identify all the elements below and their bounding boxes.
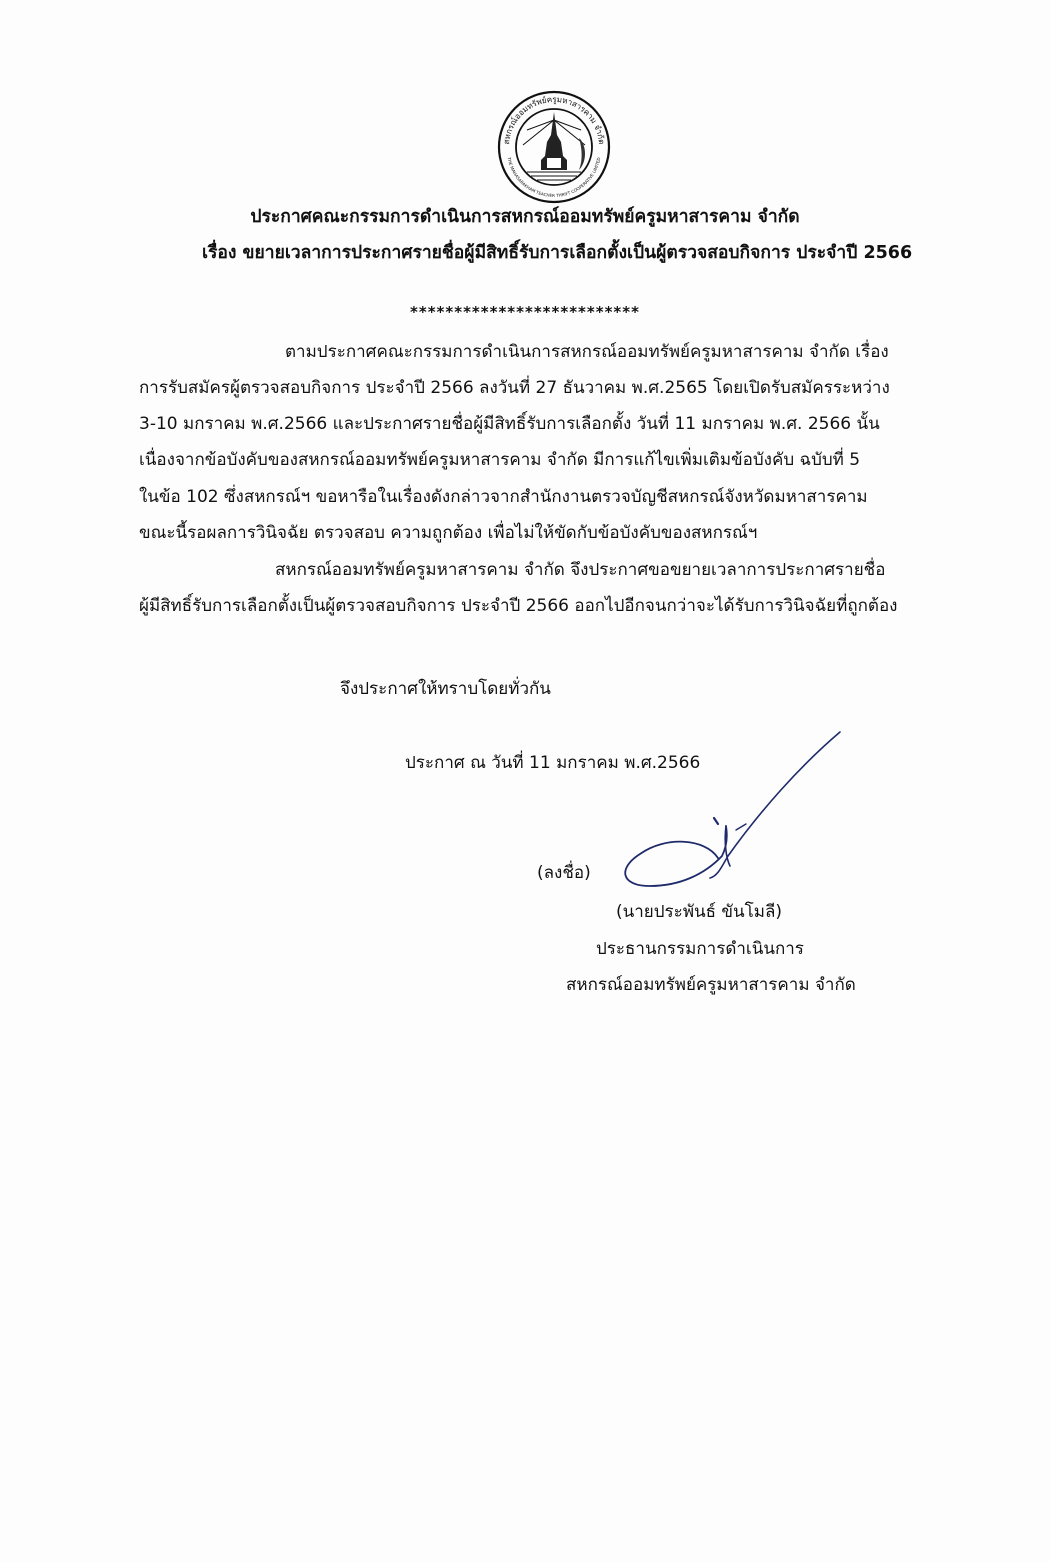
signatory-organization: สหกรณ์ออมทรัพย์ครูมหาสารคาม จำกัด <box>566 975 856 995</box>
announcement-title: ประกาศคณะกรรมการดำเนินการสหกรณ์ออมทรัพย์ครูมหาสารคาม จำกัด <box>250 207 800 227</box>
closing-statement: จึงประกาศให้ทราบโดยทั่วกัน <box>340 679 551 699</box>
separator-stars: ************************** <box>410 303 640 321</box>
announcement-subject: เรื่อง ขยายเวลาการประกาศรายชื่อผู้มีสิทธิ์รับการเลือกตั้งเป็นผู้ตรวจสอบกิจการ ประจำปี 2566 <box>202 243 913 263</box>
announcement-date: ประกาศ ณ วันที่ 11 มกราคม พ.ศ.2566 <box>405 753 701 773</box>
body-line-6: ขณะนี้รอผลการวินิจฉัย ตรวจสอบ ความถูกต้อง เพื่อไม่ให้ขัดกับข้อบังคับของสหกรณ์ฯ <box>139 523 758 543</box>
cooperative-seal-logo <box>487 90 621 204</box>
signatory-position: ประธานกรรมการดำเนินการ <box>596 939 804 959</box>
signatory-name: (นายประพันธ์ ขันโมลี) <box>616 902 783 922</box>
body-line-5: ในข้อ 102 ซึ่งสหกรณ์ฯ ขอหารือในเรื่องดังกล่าวจากสำนักงานตรวจบัญชีสหกรณ์จังหวัดมหาสารคาม <box>139 487 868 507</box>
body-line-3: 3-10 มกราคม พ.ศ.2566 และประกาศรายชื่อผู้มีสิทธิ์รับการเลือกตั้ง วันที่ 11 มกราคม พ.ศ. 2566 นั้น <box>139 414 880 434</box>
body-line-8: ผู้มีสิทธิ์รับการเลือกตั้งเป็นผู้ตรวจสอบกิจการ ประจำปี 2566 ออกไปอีกจนกว่าจะได้รับการวินิจฉัยที่ถูกต้อง <box>139 596 898 616</box>
svg-text:THE MAHASARAKHAM TEACHER THRIF: THE MAHASARAKHAM TEACHER THRIFT COOPERATIVE LIMITED <box>506 156 602 199</box>
body-line-7: สหกรณ์ออมทรัพย์ครูมหาสารคาม จำกัด จึงประกาศขอขยายเวลาการประกาศรายชื่อ <box>275 560 886 580</box>
svg-text:สหกรณ์ออมทรัพย์ครูมหาสารคาม จำ: สหกรณ์ออมทรัพย์ครูมหาสารคาม จำกัด <box>502 94 606 145</box>
body-line-2: การรับสมัครผู้ตรวจสอบกิจการ ประจำปี 2566 ลงวันที่ 27 ธันวาคม พ.ศ.2565 โดยเปิดรับสมัครระหว่าง <box>139 378 890 398</box>
body-line-1: ตามประกาศคณะกรรมการดำเนินการสหกรณ์ออมทรัพย์ครูมหาสารคาม จำกัด เรื่อง <box>285 342 889 362</box>
signature-label: (ลงชื่อ) <box>537 863 591 883</box>
handwritten-signature <box>610 726 850 896</box>
body-line-4: เนื่องจากข้อบังคับของสหกรณ์ออมทรัพย์ครูมหาสารคาม จำกัด มีการแก้ไขเพิ่มเติมข้อบังคับ ฉบับที่ 5 <box>139 450 861 470</box>
